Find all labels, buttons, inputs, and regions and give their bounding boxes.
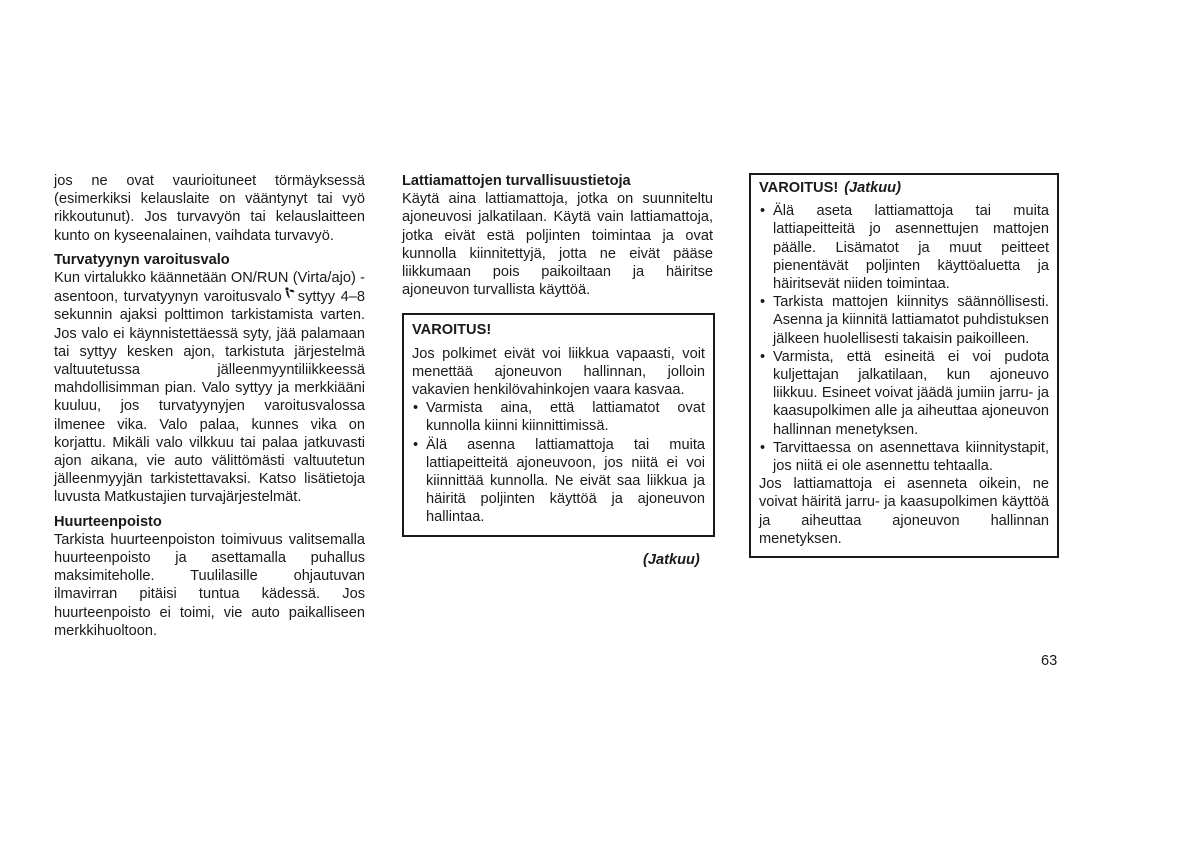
right-column xyxy=(749,173,1059,558)
left-column xyxy=(54,172,365,640)
floor-mats-paragraph: Käytä aina lattiamattoja, jotka on suunniteltu ajoneuvosi jalkatilaan. Käytä vain lattiamattoja, jotka eivät estä poljinten toimintaa ja ovat kunnolla kiinnitettyjä, jotta ne eivät pääse liikkumaan pois paikoiltaan ja häiritse ajoneuvon turvallista käyttöä. xyxy=(402,191,713,299)
warning-closing: Jos lattiamattoja ei asenneta oikein, ne voivat häiritä jarru- ja kaasupolkimen käyttöä ja aiheuttaa ajoneuvon hallinnan menetyksen. xyxy=(759,476,1049,547)
warning-title: VAROITUS! xyxy=(412,322,492,339)
warning-bullet: • Tarvittaessa on asennettava kiinnitystapit, jos niitä ei ole asennettu tehtaalla. xyxy=(759,439,1049,475)
warning-bullet: • Älä aseta lattiamattoja tai muita lattiapeitteitä jo asennettujen mattojen päälle. Lisämatot ja muut peitteet pienentävät poljinten käyttöaluetta ja häiritsevät niiden toimintaa. xyxy=(759,202,1049,293)
warning-title-continued-label: (Jatkuu) xyxy=(844,180,901,196)
airbag-warning-paragraph xyxy=(54,269,365,507)
defrost-heading: Huurteenpoisto xyxy=(54,513,162,530)
warning-box xyxy=(402,313,715,536)
page-number: 63 xyxy=(1041,653,1058,669)
intro-paragraph: jos ne ovat vaurioituneet törmäyksessä (esimerkiksi kelauslaite on vääntynyt tai vyö rikkoutunut). Jos turvavyön tai kelauslaitteen kunto on kyseenalainen, vaihdata turvavyö. xyxy=(54,173,365,244)
warning-title-text: VAROITUS! xyxy=(759,180,839,196)
defrost-paragraph: Tarkista huurteenpoiston toimivuus valitsemalla huurteenpoisto ja asettamalla puhallus maksimiteholle. Tuulilasille ohjautuvan ilmavirran pitäisi tuntua kädessä. Jos huurteenpoisto ei toimi, vie auto paikalliseen merkkihuoltoon. xyxy=(54,531,365,639)
warning-bullet: • Varmista, että esineitä ei voi pudota kuljettajan jalkatilaan, kun ajoneuvo liikkuu. Esineet voivat jäädä jumiin jarru- ja kaasupolkimen alle ja aiheuttaa ajoneuvon hallinnan menetyksen. xyxy=(759,348,1049,439)
warning-box-continued xyxy=(749,173,1059,558)
middle-column xyxy=(402,172,713,537)
airbag-warning-heading: Turvatyynyn varoitusvalo xyxy=(54,251,230,268)
warning-title-continued xyxy=(759,179,1049,197)
floor-mats-heading: Lattiamattojen turvallisuustietoja xyxy=(402,173,631,189)
warning-intro: Jos polkimet eivät voi liikkua vapaasti, voit menettää ajoneuvon hallinnan, jolloin vakavien henkilövahinkojen vaara kasvaa. xyxy=(412,345,705,399)
airbag-text-before-icon: Kun virtalukko käännetään ON/RUN (Virta/ajo) -asentoon, turvatyynyn varoitusvalo xyxy=(54,270,365,306)
warning-bullet-list xyxy=(759,202,1049,475)
warning-bullet: • Tarkista mattojen kiinnitys säännöllisesti. Asenna ja kiinnitä lattiamatot puhdistuksen jälkeen huolellisesti takaisin paikoilleen. xyxy=(759,293,1049,348)
airbag-text-after-icon: syttyy 4–8 sekunnin ajaksi polttimon tarkistamista varten. Jos valo ei käynnistettäessä syty, jää palamaan tai syttyy kesken ajon, tarkistuta järjestelmä valtuutetussa jälleenmyyntiliikkeessä mahdollisimman pian. Valo syttyy ja merkkiääni kuuluu, jos turvatyynyjen varoitusvalossa ilmenee vika. Valo palaa, kunnes vika on korjattu. Mikäli valo vilkkuu tai palaa jatkuvasti ajon aikana, vie auto välittömästi valtuutetun jälleenmyyjän tarkistettavaksi. Katso lisätietoja luvusta Matkustajien turvajärjestelmät. xyxy=(54,289,365,506)
warning-bullet: • Varmista aina, että lattiamatot ovat kunnolla kiinni kiinnittimissä. xyxy=(412,399,705,435)
continued-label: (Jatkuu) xyxy=(643,552,700,568)
warning-bullet: • Älä asenna lattiamattoja tai muita lattiapeitteitä ajoneuvoon, jos niitä ei voi kiinnittää kunnolla. Ne eivät saa liikkua ja häiritä poljinten käyttöä ja ajoneuvon hallintaa. xyxy=(412,436,705,527)
airbag-warning-icon xyxy=(284,287,296,299)
warning-bullet-list xyxy=(412,399,705,526)
